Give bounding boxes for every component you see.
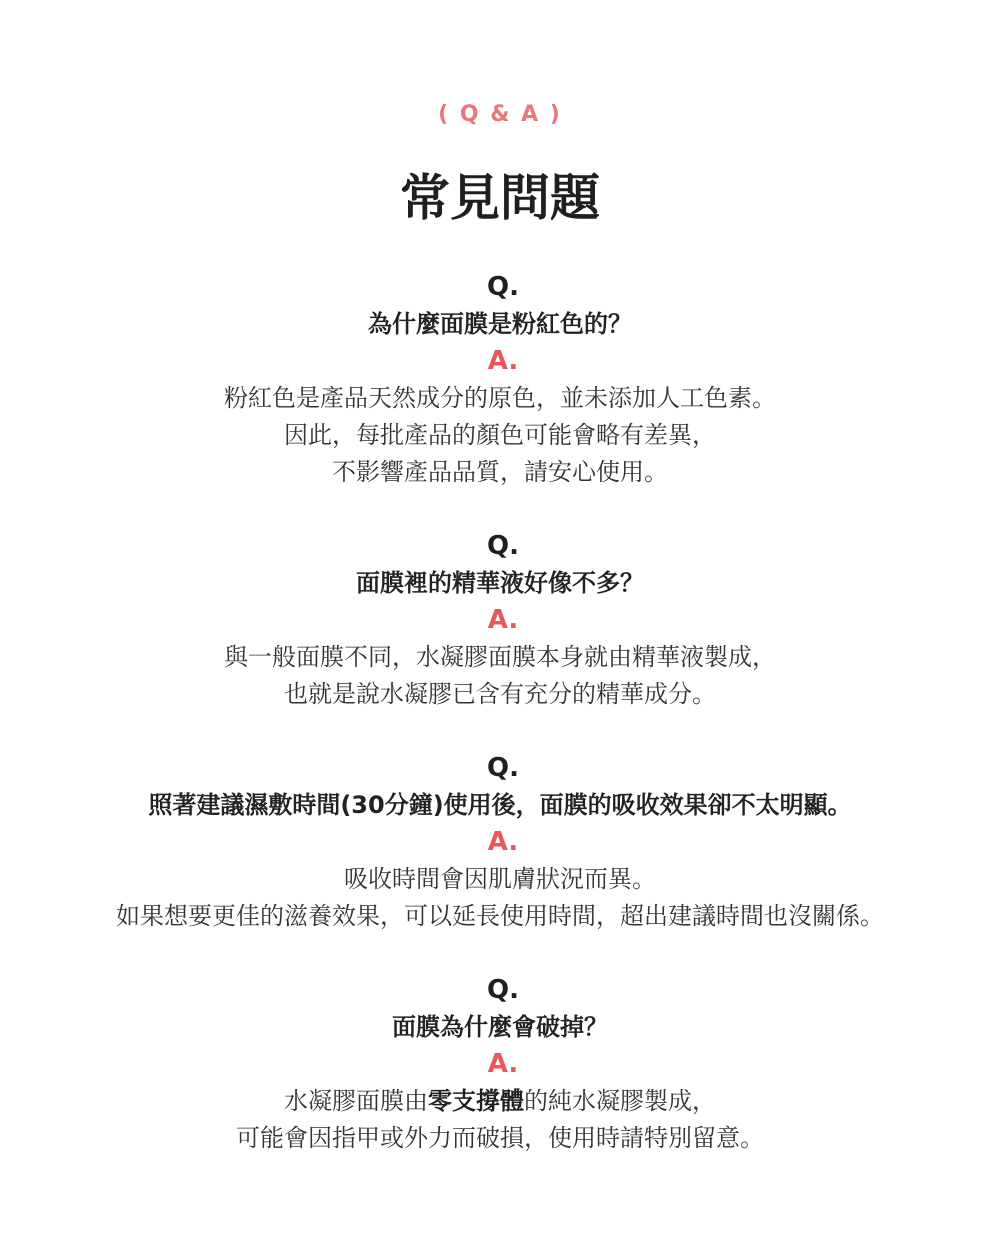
- faq-answer-line: [0, 1083, 1000, 1120]
- answer-marker: A.: [487, 346, 519, 376]
- faq-question: 照著建議濕敷時間(30分鐘)使用後，面膜的吸收效果卻不太明顯。: [148, 791, 852, 819]
- faq-answer-line: 與一般面膜不同，水凝膠面膜本身就由精華液製成，: [224, 643, 776, 671]
- answer-emphasis: 零支撐體: [428, 1087, 524, 1115]
- faq-item-3: [0, 749, 1000, 935]
- faq-item-2: [0, 527, 1000, 713]
- section-tag: ( Q & A ): [438, 102, 562, 127]
- answer-marker: A.: [487, 827, 519, 857]
- answer-marker: A.: [487, 605, 519, 635]
- faq-answer-line: 不影響產品品質，請安心使用。: [332, 458, 668, 486]
- faq-answer-line: 吸收時間會因肌膚狀況而異。: [344, 865, 656, 893]
- faq-list: [0, 268, 1000, 1193]
- faq-answer-line: 因此，每批產品的顏色可能會略有差異，: [284, 421, 716, 449]
- question-marker: Q.: [487, 531, 519, 561]
- question-marker: Q.: [487, 975, 519, 1005]
- faq-question: 為什麼面膜是粉紅色的？: [368, 310, 632, 338]
- faq-item-1: [0, 268, 1000, 491]
- answer-marker: A.: [487, 1049, 519, 1079]
- faq-answer-line: 如果想要更佳的滋養效果，可以延長使用時間，超出建議時間也沒關係。: [116, 902, 884, 930]
- question-marker: Q.: [487, 272, 519, 302]
- faq-answer-line: 也就是說水凝膠已含有充分的精華成分。: [284, 680, 716, 708]
- answer-text: 水凝膠面膜由: [284, 1087, 428, 1115]
- faq-answer-line: 可能會因指甲或外力而破損，使用時請特別留意。: [236, 1124, 764, 1152]
- faq-answer-line: 粉紅色是產品天然成分的原色，並未添加人工色素。: [224, 384, 776, 412]
- faq-question: 面膜裡的精華液好像不多？: [356, 569, 644, 597]
- question-marker: Q.: [487, 753, 519, 783]
- page-title: 常見問題: [400, 169, 600, 227]
- faq-item-4: [0, 971, 1000, 1157]
- answer-text: 的純水凝膠製成，: [524, 1087, 716, 1115]
- faq-question: 面膜為什麼會破掉？: [392, 1013, 608, 1041]
